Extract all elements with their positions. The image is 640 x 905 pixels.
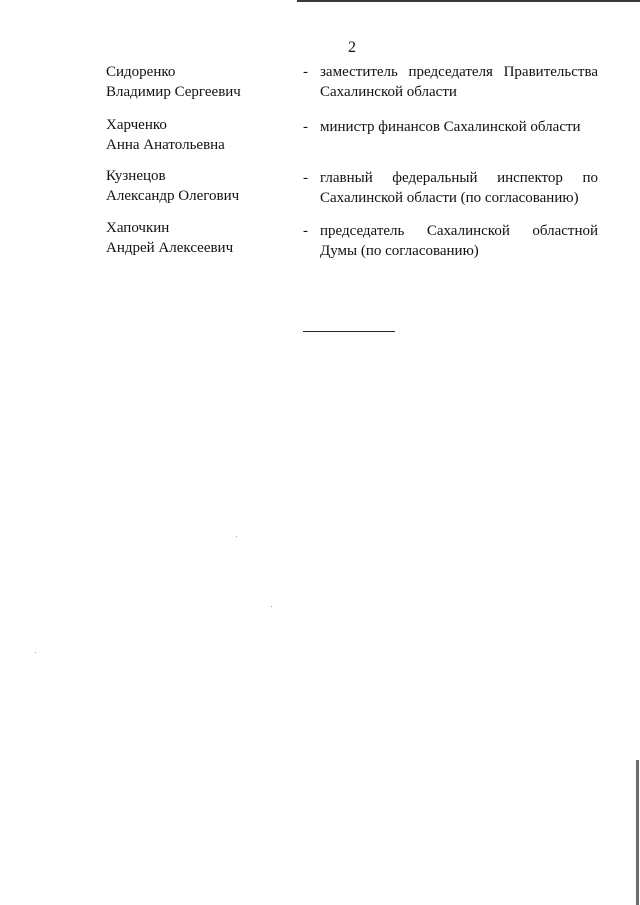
position-line: министр финансов Сахалинской области — [320, 119, 581, 135]
scan-edge-right — [636, 760, 639, 905]
member-given-names: Александр Олегович — [106, 188, 240, 204]
closing-rule — [303, 331, 395, 332]
position-word: по — [582, 170, 598, 186]
position-word: главный — [320, 170, 373, 186]
member-surname: Хапочкин — [106, 220, 170, 236]
member-surname: Кузнецов — [106, 168, 166, 184]
position-line: Сахалинской области (по согласованию) — [320, 190, 579, 206]
member-name — [106, 62, 286, 102]
scan-speck — [35, 652, 36, 653]
separator-dash: - — [303, 223, 308, 239]
position-word: заместитель — [320, 64, 398, 80]
position-word: председателя — [408, 64, 493, 80]
position-word: Сахалинской — [426, 223, 510, 239]
member-name — [106, 166, 286, 206]
position-line: Думы (по согласованию) — [320, 243, 479, 259]
scan-edge-top — [297, 0, 640, 2]
member-position — [320, 221, 598, 261]
position-word: федеральный — [392, 170, 478, 186]
member-entry — [0, 62, 640, 106]
scan-speck — [271, 606, 272, 607]
separator-dash: - — [303, 64, 308, 80]
position-word: Правительства — [503, 64, 598, 80]
member-name — [106, 115, 286, 155]
member-given-names: Владимир Сергеевич — [106, 84, 241, 100]
member-entry — [0, 115, 640, 159]
member-position — [320, 168, 598, 208]
separator-dash: - — [303, 170, 308, 186]
position-word: областной — [532, 223, 598, 239]
member-surname: Сидоренко — [106, 64, 176, 80]
position-line — [320, 62, 598, 82]
page-number: 2 — [348, 39, 356, 56]
position-word: председатель — [320, 223, 405, 239]
position-line — [320, 221, 598, 241]
member-given-names: Андрей Алексеевич — [106, 240, 234, 256]
member-position — [320, 62, 598, 102]
scan-speck — [236, 536, 237, 537]
member-entry — [0, 166, 640, 210]
position-line: Сахалинской области — [320, 84, 457, 100]
separator-dash: - — [303, 119, 308, 135]
position-word: инспектор — [497, 170, 563, 186]
member-name — [106, 218, 286, 258]
member-entry — [0, 218, 640, 262]
member-given-names: Анна Анатольевна — [106, 137, 225, 153]
member-position — [320, 117, 598, 137]
member-surname: Харченко — [106, 117, 167, 133]
position-line — [320, 168, 598, 188]
